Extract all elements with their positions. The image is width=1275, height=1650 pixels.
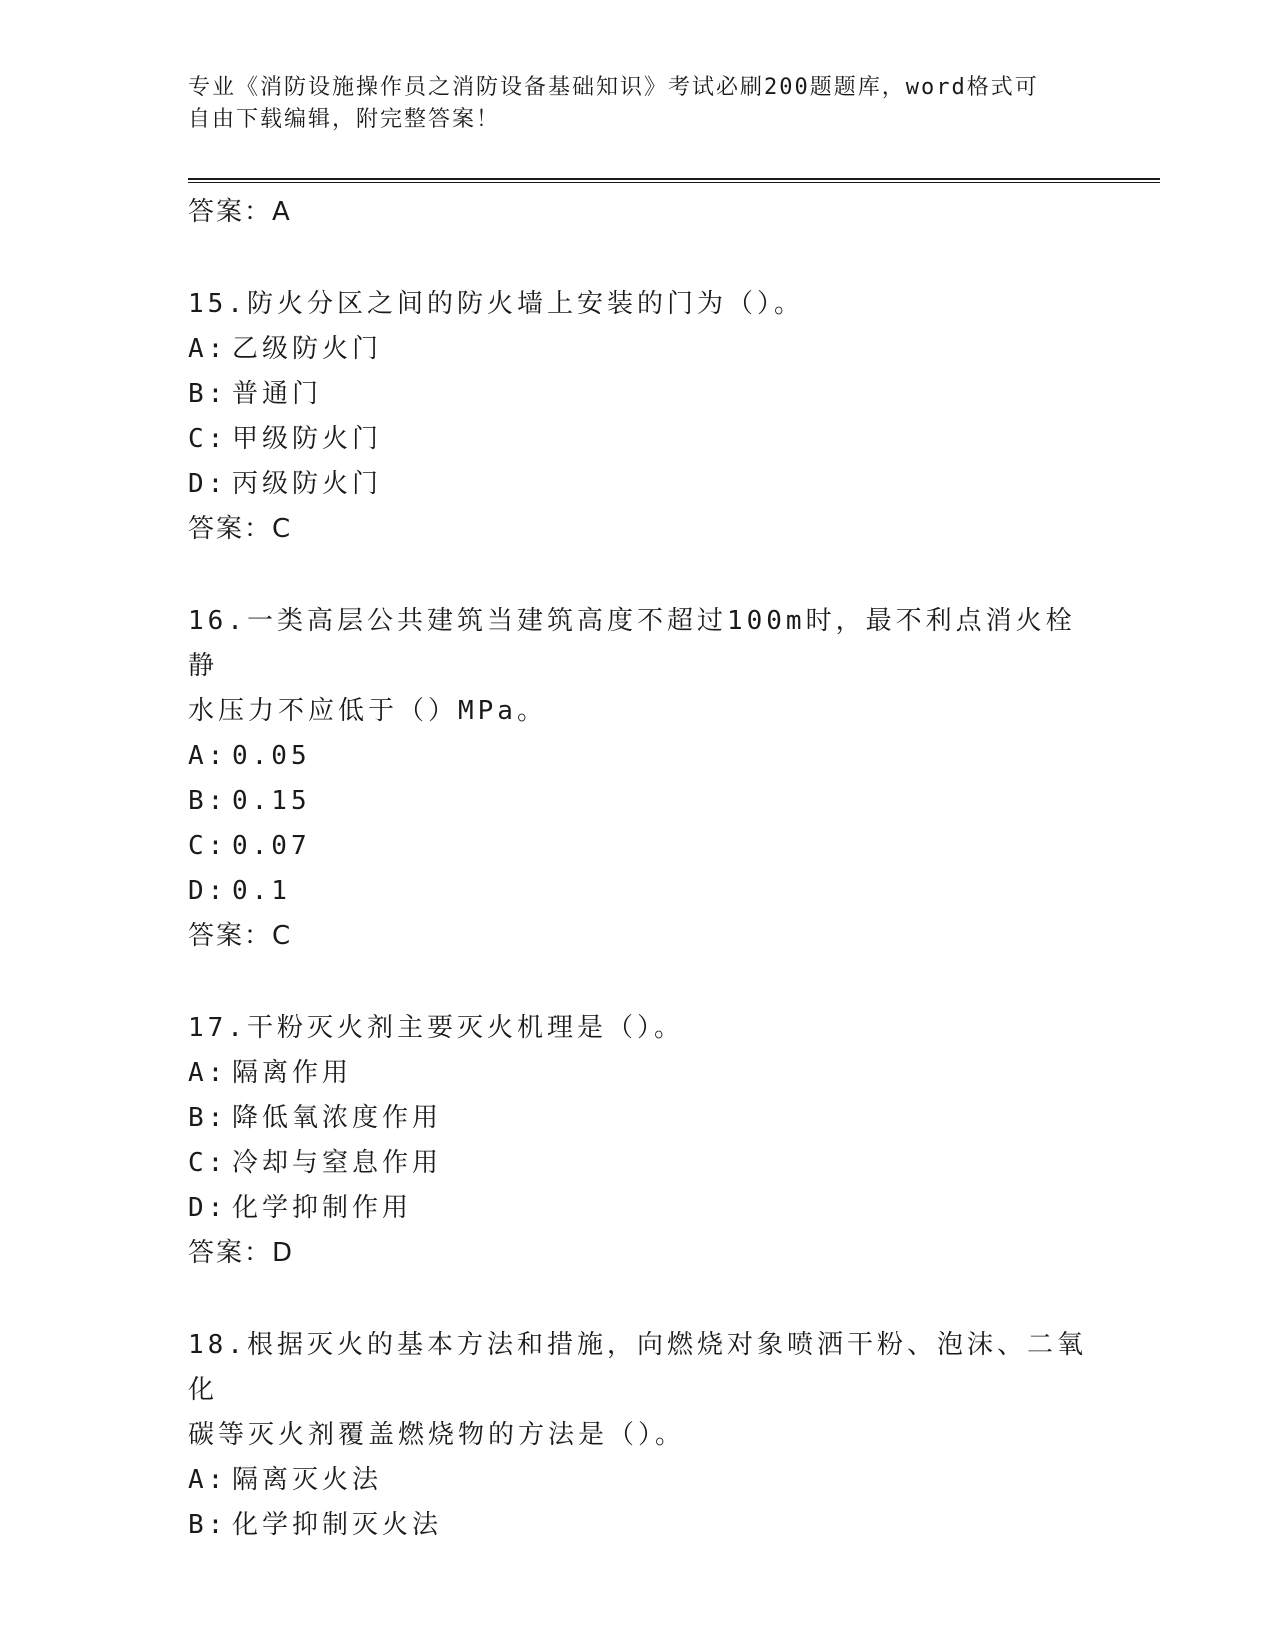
previous-answer: 答案：A	[188, 197, 292, 227]
question-stem: 15.防火分区之间的防火墙上安装的门为（）。	[188, 289, 804, 319]
option-a: A: 0.05	[188, 741, 311, 771]
option-b: B: 0.15	[188, 786, 311, 816]
option-c: C: 0.07	[188, 831, 311, 861]
answer: 答案：D	[188, 1238, 295, 1268]
option-a: A: 乙级防火门	[188, 334, 383, 364]
question-stem-line-2: 碳等灭火剂覆盖燃烧物的方法是（）。	[188, 1420, 686, 1450]
question-stem-line-2: 水压力不应低于（）MPa。	[188, 696, 547, 726]
option-b: B: 化学抑制灭火法	[188, 1510, 443, 1540]
question-list	[188, 190, 1088, 1548]
question-stem-line-1: 18.根据灭火的基本方法和措施，向燃烧对象喷洒干粉、泡沫、二氧化	[188, 1330, 1087, 1405]
question-16	[188, 599, 1088, 958]
question-17	[188, 1006, 1088, 1275]
option-a: A: 隔离作用	[188, 1058, 353, 1088]
option-a: A: 隔离灭火法	[188, 1465, 383, 1495]
answer: 答案：C	[188, 921, 293, 951]
option-c: C: 冷却与窒息作用	[188, 1148, 443, 1178]
option-b: B: 降低氧浓度作用	[188, 1103, 443, 1133]
option-b: B: 普通门	[188, 379, 323, 409]
answer: 答案：C	[188, 514, 293, 544]
option-c: C: 甲级防火门	[188, 424, 383, 454]
header-divider	[188, 178, 1160, 183]
question-stem: 17.干粉灭火剂主要灭火机理是（）。	[188, 1013, 684, 1043]
option-d: D: 0.1	[188, 876, 291, 906]
question-15	[188, 282, 1088, 551]
header-line-2: 自由下载编辑，附完整答案！	[188, 107, 501, 132]
question-stem-line-1: 16.一类高层公共建筑当建筑高度不超过100m时，最不利点消火栓静	[188, 606, 1076, 681]
document-header	[188, 72, 1088, 136]
header-line-1: 专业《消防设施操作员之消防设备基础知识》考试必刷200题题库，word格式可	[188, 75, 1039, 100]
question-18	[188, 1323, 1088, 1548]
option-d: D: 化学抑制作用	[188, 1193, 413, 1223]
option-d: D: 丙级防火门	[188, 469, 383, 499]
